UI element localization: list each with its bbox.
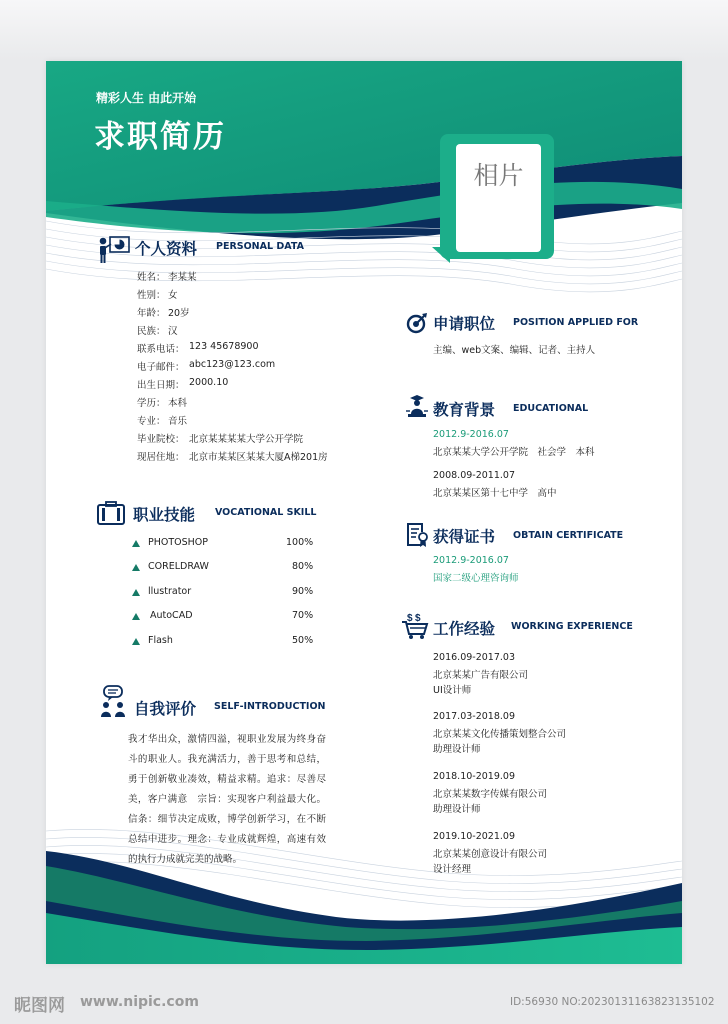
field-label: 专业： — [137, 416, 166, 427]
field-label: 毕业院校： — [137, 434, 185, 445]
field-value: 2000.10 — [189, 377, 229, 388]
target-icon — [406, 312, 428, 334]
work-role: 设计经理 — [433, 864, 472, 875]
work-date: 2019.10-2021.09 — [433, 831, 515, 842]
work-title-cn: 工作经验 — [433, 620, 496, 638]
skill-level: 90% — [292, 586, 314, 597]
education-detail: 北京某某大学公开学院 社会学 本科 — [433, 447, 595, 458]
svg-text:$: $ — [415, 613, 421, 624]
field-value: 123 45678900 — [189, 341, 259, 352]
field-label: 学历： — [137, 398, 166, 409]
skills-title-en: VOCATIONAL SKILL — [215, 507, 317, 518]
work-company: 北京某某创意设计有限公司 — [433, 849, 548, 860]
work-company: 北京某某数字传媒有限公司 — [433, 789, 548, 800]
work-date: 2018.10-2019.09 — [433, 771, 515, 782]
field-value: 李某某 — [168, 272, 197, 283]
resume-title: 求职简历 — [94, 119, 226, 155]
svg-text:$: $ — [407, 613, 413, 624]
skill-name: Flash — [148, 635, 173, 646]
education-date: 2012.9-2016.07 — [433, 429, 509, 440]
skill-level: 100% — [286, 537, 314, 548]
field-label: 性别： — [137, 290, 166, 301]
personal-title-cn: 个人资料 — [135, 240, 198, 258]
certificate-icon — [406, 522, 428, 548]
intro-text: 我才华出众，激情四溢，视职业发展为终身奋斗的职业人。我充满活力，善于思考和总结，勇于创新敬业凑效，精益求精。追求：尽善尽美，客户满意 宗旨：实现客户利益最大化。信条：细节决定成败，博学创新学习，在不断总结中进步。理念：专业成就辉煌，高速有效的执行力成就完美的战略。 — [128, 734, 326, 865]
work-title-en: WORKING EXPERIENCE — [511, 621, 633, 632]
graduate-icon — [406, 394, 428, 420]
work-date: 2016.09-2017.03 — [433, 652, 515, 663]
work-date: 2017.03-2018.09 — [433, 711, 515, 722]
header-slogan: 精彩人生 由此开始 — [96, 91, 197, 105]
photo-frame-tail — [432, 247, 450, 263]
field-label: 联系电话： — [137, 344, 185, 355]
field-value: abc123@123.com — [189, 359, 276, 370]
triangle-bullet-icon — [132, 564, 140, 571]
skill-level: 50% — [292, 635, 314, 646]
triangle-bullet-icon — [132, 540, 140, 547]
skill-level: 80% — [292, 561, 314, 572]
field-label: 民族： — [137, 326, 166, 337]
briefcase-icon — [97, 501, 125, 525]
field-value: 20岁 — [168, 308, 190, 319]
certificate-date: 2012.9-2016.07 — [433, 555, 509, 566]
backdrop-top — [0, 0, 728, 60]
skill-name: CORELDRAW — [148, 561, 209, 572]
field-value: 北京市某某区某某大厦A梯201房 — [189, 452, 328, 463]
watermark-id: ID:56930 NO:20230131163823135102 — [510, 996, 715, 1008]
field-label: 出生日期： — [137, 380, 185, 391]
skill-name: llustrator — [148, 586, 192, 597]
position-title-cn: 申请职位 — [433, 315, 496, 333]
intro-title-cn: 自我评价 — [134, 700, 197, 718]
field-value: 本科 — [168, 398, 188, 409]
work-role: UI设计师 — [433, 685, 472, 696]
triangle-bullet-icon — [132, 589, 140, 596]
skills-title-cn: 职业技能 — [133, 506, 196, 524]
education-date: 2008.09-2011.07 — [433, 470, 515, 481]
education-detail: 北京某某区第十七中学 高中 — [433, 488, 557, 499]
position-text: 主编、web文案、编辑、记者、主持人 — [433, 345, 596, 356]
field-value: 北京某某某某大学公开学院 — [189, 434, 304, 445]
resume-page — [46, 61, 682, 964]
skill-name: AutoCAD — [150, 610, 193, 621]
photo-label: 相片 — [473, 161, 524, 190]
people-chat-icon — [99, 685, 127, 719]
field-value: 女 — [168, 290, 178, 301]
triangle-bullet-icon — [132, 613, 140, 620]
watermark-logo: 昵图网 — [14, 996, 65, 1016]
field-label: 电子邮件： — [137, 362, 185, 373]
field-label: 现居住地： — [137, 452, 185, 463]
personal-title-en: PERSONAL DATA — [216, 241, 304, 252]
skill-level: 70% — [292, 610, 314, 621]
certificate-title-cn: 获得证书 — [433, 528, 496, 546]
watermark-url: www.nipic.com — [80, 994, 199, 1010]
work-company: 北京某某广告有限公司 — [433, 670, 529, 681]
position-title-en: POSITION APPLIED FOR — [513, 317, 639, 328]
work-company: 北京某某文化传播策划整合公司 — [433, 729, 567, 740]
certificate-detail: 国家二级心理咨询师 — [433, 573, 519, 584]
certificate-title-en: OBTAIN CERTIFICATE — [513, 530, 624, 541]
education-title-en: EDUCATIONAL — [513, 403, 589, 414]
field-label: 年龄： — [137, 308, 166, 319]
presenter-chart-icon — [96, 235, 130, 265]
field-label: 姓名： — [137, 272, 166, 283]
education-title-cn: 教育背景 — [433, 401, 496, 419]
intro-title-en: SELF-INTRODUCTION — [214, 701, 326, 712]
triangle-bullet-icon — [132, 638, 140, 645]
work-role: 助理设计师 — [433, 744, 481, 755]
cart-icon — [401, 612, 429, 640]
skill-name: PHOTOSHOP — [148, 537, 209, 548]
field-value: 汉 — [168, 326, 178, 337]
work-role: 助理设计师 — [433, 804, 481, 815]
field-value: 音乐 — [168, 416, 188, 427]
